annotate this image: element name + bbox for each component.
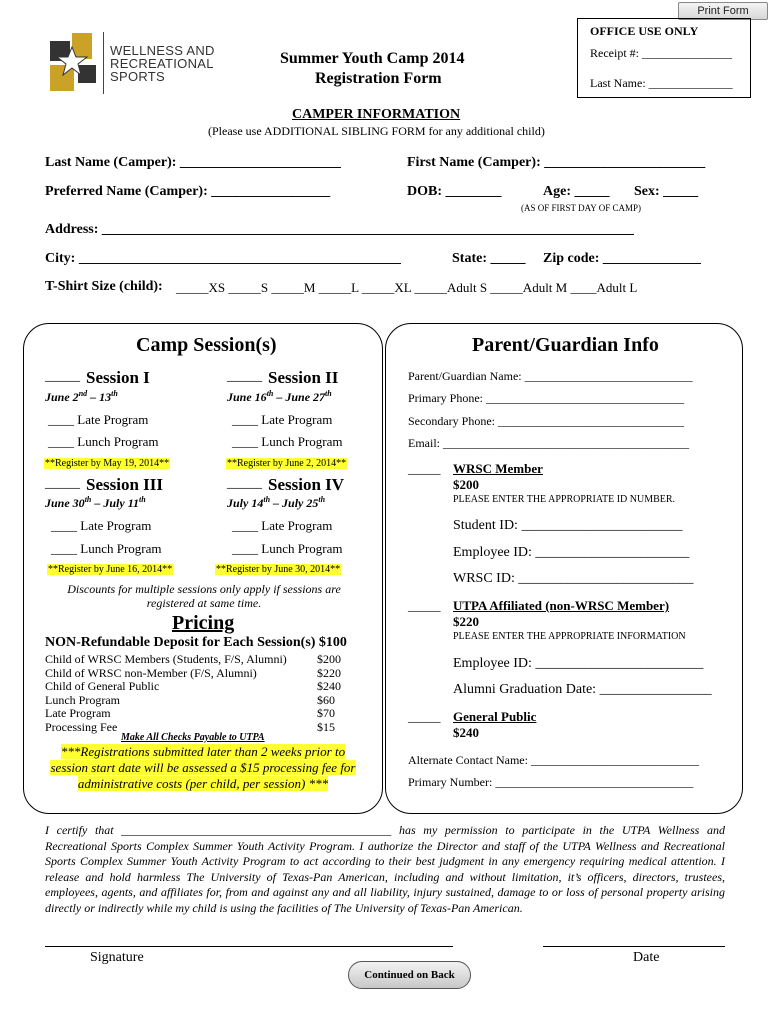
discount-note: Discounts for multiple sessions only apply if sessions are registered at same time. <box>67 582 341 610</box>
print-form-button[interactable]: Print Form <box>678 2 768 20</box>
form-subtitle: Registration Form <box>315 70 442 87</box>
dob-note: (AS OF FIRST DAY OF CAMP) <box>521 203 641 213</box>
tshirt-options[interactable]: _____XS _____S _____M _____L _____XL _____Adult S _____Adult M ____Adult L <box>176 280 638 295</box>
wrsc-employee-id-field[interactable]: Employee ID: ______________________ <box>453 545 690 560</box>
primary-phone-field[interactable]: Primary Phone: _________________________________ <box>408 391 684 405</box>
wrsc-member-blank[interactable]: _____ <box>408 461 441 476</box>
session-2-blank[interactable]: _____ <box>227 369 262 384</box>
tshirt-label: T-Shirt Size (child): <box>45 279 163 294</box>
session-4-lunch[interactable]: ____ Lunch Program <box>232 541 343 556</box>
pricing-row: Late Program $70 <box>45 706 335 720</box>
camper-preferred-name-field[interactable]: Preferred Name (Camper): _________________ <box>45 184 331 199</box>
session-1-deadline: **Register by May 19, 2014** <box>45 458 170 469</box>
checks-payable-note: Make All Checks Payable to UTPA <box>121 732 265 743</box>
utpa-employee-id-field[interactable]: Employee ID: ________________________ <box>453 656 704 671</box>
session-2-date: June 16th – June 27th <box>227 389 332 404</box>
student-id-field[interactable]: Student ID: _______________________ <box>453 518 683 533</box>
camper-info-note: (Please use ADDITIONAL SIBLING FORM for any additional child) <box>208 124 545 138</box>
session-2-title: Session II <box>268 368 339 387</box>
utpa-info-note: PLEASE ENTER THE APPROPRIATE INFORMATION <box>453 631 686 642</box>
signature-label: Signature <box>90 950 144 965</box>
session-3-deadline: **Register by June 16, 2014** <box>48 564 173 575</box>
pricing-row: Child of WRSC non-Member (F/S, Alumni) $220 <box>45 665 341 680</box>
camper-info-header: CAMPER INFORMATION <box>292 107 461 122</box>
address-field[interactable]: Address: ____________________________________________________________________________ <box>45 222 634 237</box>
session-1-late[interactable]: ____ Late Program <box>48 412 149 427</box>
alumni-graduation-date-field[interactable]: Alumni Graduation Date: ________________ <box>453 682 712 697</box>
wrsc-member-title: WRSC Member $200 <box>453 461 543 492</box>
alternate-primary-number-field[interactable]: Primary Number: _________________________________ <box>408 775 694 789</box>
city-field[interactable]: City: ______________________________________________ <box>45 251 401 266</box>
session-4-deadline: **Register by June 30, 2014** <box>216 564 341 575</box>
receipt-field[interactable]: Receipt #: _______________ <box>590 46 732 60</box>
camp-sessions-header: Camp Session(s) <box>136 334 277 356</box>
pricing-table <box>45 652 345 733</box>
late-registration-note: ***Registrations submitted later than 2 weeks prior to session start date will be assessed a $15 processing fee for administrative costs (per child, per session) *** <box>50 744 356 791</box>
signature-line[interactable] <box>45 946 453 947</box>
camper-age-field[interactable]: Age: _____ <box>543 184 610 199</box>
secondary-phone-field[interactable]: Secondary Phone: _______________________________ <box>408 414 684 428</box>
nonrefundable-deposit: NON-Refundable Deposit for Each Session(s) $100 <box>45 635 347 650</box>
session-2-lunch[interactable]: ____ Lunch Program <box>232 434 343 449</box>
pricing-row: Lunch Program $60 <box>45 692 335 707</box>
office-last-name-field[interactable]: Last Name: ______________ <box>590 76 733 90</box>
wrsc-id-note: PLEASE ENTER THE APPROPRIATE ID NUMBER. <box>453 494 676 505</box>
session-1-lunch[interactable]: ____ Lunch Program <box>48 434 159 449</box>
alternate-contact-field[interactable]: Alternate Contact Name: ____________________________ <box>408 753 699 767</box>
session-3-blank[interactable]: _____ <box>45 476 80 491</box>
camper-first-name-field[interactable]: First Name (Camper): _______________________ <box>407 155 706 170</box>
pricing-row: Processing Fee $15 <box>45 719 335 734</box>
session-4-title: Session IV <box>268 475 345 494</box>
parent-guardian-header: Parent/Guardian Info <box>472 334 659 356</box>
utpa-affiliated-title: UTPA Affiliated (non-WRSC Member) $220 <box>453 598 670 629</box>
continued-on-back-button[interactable]: Continued on Back <box>348 961 471 989</box>
date-label: Date <box>633 950 660 965</box>
session-1-title: Session I <box>86 368 150 387</box>
logo-wordmark: WELLNESS AND RECREATIONAL SPORTS <box>110 43 215 84</box>
utpa-affiliated-blank[interactable]: _____ <box>408 598 441 613</box>
session-4-blank[interactable]: _____ <box>227 476 262 491</box>
session-1-blank[interactable]: _____ <box>45 369 80 384</box>
pricing-row: Child of WRSC Members (Students, F/S, Alumni) $200 <box>45 652 341 666</box>
email-field[interactable]: Email: _________________________________________ <box>408 436 689 450</box>
general-public-title: General Public $240 <box>453 709 537 740</box>
pricing-row: Child of General Public $240 <box>45 679 341 693</box>
pricing-header: Pricing <box>172 612 235 634</box>
session-3-lunch[interactable]: ____ Lunch Program <box>51 541 162 556</box>
session-2-late[interactable]: ____ Late Program <box>232 412 333 427</box>
session-3-late[interactable]: ____ Late Program <box>51 518 152 533</box>
wrsc-id-field[interactable]: WRSC ID: _________________________ <box>453 571 694 586</box>
session-1-date: June 2nd – 13th <box>45 389 118 404</box>
state-field[interactable]: State: _____ <box>452 251 526 266</box>
session-2-deadline: **Register by June 2, 2014** <box>227 458 347 469</box>
logo-divider <box>103 32 104 94</box>
session-4-late[interactable]: ____ Late Program <box>232 518 333 533</box>
general-public-blank[interactable]: _____ <box>408 709 441 724</box>
form-title: Summer Youth Camp 2014 <box>280 50 465 67</box>
camper-last-name-field[interactable]: Last Name (Camper): _______________________ <box>45 155 341 170</box>
certification-statement: I certify that _____________________________________________ has my permission to participate in the UTPA Wellness and Recreational Sports Complex Summer Youth Activity Program. I authorize the Director and staff of the UTPA Wellness and Recreational Sports Complex Summer Youth Activity Program to act according to their best judgment in any emergency requiring medical attention. I release and hold harmless The University of Texas-Pan American, including and without limitation, it’s officers, directors, trustees, employees, agents, and affiliates for, from and against any and all liability, injury sustained, damage to or loss of personal property arising directly or indirectly while my child is using the facilities of The University of Texas-Pan American. <box>45 823 725 915</box>
zip-field[interactable]: Zip code: ______________ <box>543 251 701 266</box>
session-4-date: July 14th – July 25th <box>227 495 326 510</box>
wrsc-logo-icon <box>50 33 100 93</box>
session-3-title: Session III <box>86 475 164 494</box>
session-3-date: June 30th – July 11th <box>45 495 146 510</box>
camper-sex-field[interactable]: Sex: _____ <box>634 184 699 199</box>
camper-dob-field[interactable]: DOB: ________ <box>407 184 502 199</box>
date-line[interactable] <box>543 946 725 947</box>
parent-name-field[interactable]: Parent/Guardian Name: ____________________________ <box>408 369 693 383</box>
office-use-title: OFFICE USE ONLY <box>590 24 699 38</box>
